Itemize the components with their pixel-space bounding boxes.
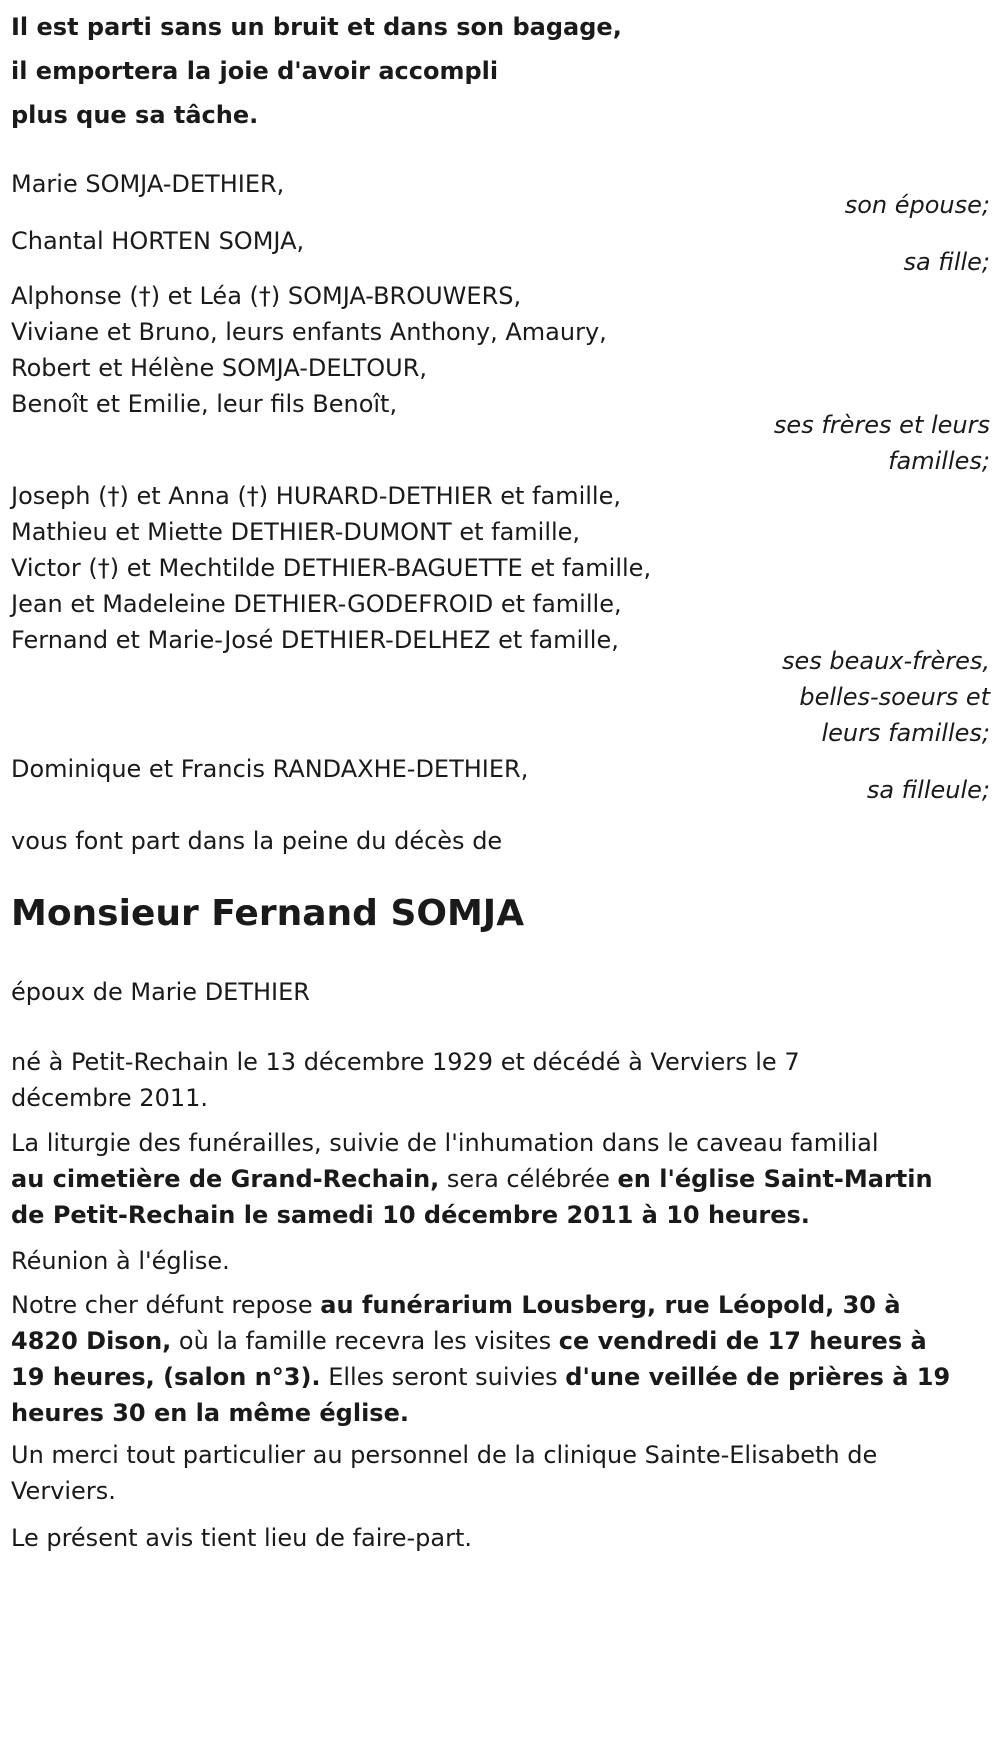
in-law-entry: Mathieu et Miette DETHIER-DUMONT et famille, xyxy=(11,518,581,546)
in-laws-role-line: belles-soeurs et xyxy=(799,683,990,711)
goddaughter-role: sa filleule; xyxy=(866,776,990,804)
epigraph xyxy=(11,5,991,137)
spouse-of: époux de Marie DETHIER xyxy=(11,978,310,1006)
daughter-role: sa fille; xyxy=(903,248,990,276)
thanks-line: Verviers. xyxy=(11,1477,116,1505)
visits-line xyxy=(11,1359,991,1395)
funeral-location: au cimetière de Grand-Rechain, xyxy=(11,1165,440,1193)
visits-time: ce vendredi de 17 heures à xyxy=(558,1327,927,1355)
epigraph-line: plus que sa tâche. xyxy=(11,101,259,129)
funeral-text: sera célébrée xyxy=(439,1165,618,1193)
closing-text: Le présent avis tient lieu de faire-part. xyxy=(11,1524,473,1552)
goddaughter-name: Dominique et Francis RANDAXHE-DETHIER, xyxy=(11,755,529,783)
sibling-entry: Alphonse (†) et Léa (†) SOMJA-BROUWERS, xyxy=(11,282,522,310)
siblings-role-line: familles; xyxy=(888,447,990,475)
visits-town: 4820 Dison, xyxy=(11,1327,172,1355)
visits-text: Elles seront suivies xyxy=(320,1363,566,1391)
visits-line xyxy=(11,1323,991,1359)
funeral-paragraph xyxy=(11,1125,991,1233)
sibling-entry: Robert et Hélène SOMJA-DELTOUR, xyxy=(11,354,428,382)
funeral-line: La liturgie des funérailles, suivie de l'inhumation dans le caveau familial xyxy=(11,1129,879,1157)
in-law-entry: Jean et Madeleine DETHIER-GODEFROID et famille, xyxy=(11,590,622,618)
announcement-text: vous font part dans la peine du décès de xyxy=(11,827,503,855)
siblings-list xyxy=(11,278,991,422)
epigraph-line: il emportera la joie d'avoir accompli xyxy=(11,57,499,85)
spouse-name: Marie SOMJA-DETHIER, xyxy=(11,170,285,198)
sibling-entry: Benoît et Emilie, leur fils Benoît, xyxy=(11,390,398,418)
in-law-entry: Victor (†) et Mechtilde DETHIER-BAGUETTE et famille, xyxy=(11,554,652,582)
visits-line xyxy=(11,1287,991,1323)
reunion-text: Réunion à l'église. xyxy=(11,1247,230,1275)
birth-death-line: né à Petit-Rechain le 13 décembre 1929 et décédé à Verviers le 7 xyxy=(11,1048,800,1076)
birth-death xyxy=(11,1044,991,1116)
visits-vigil: d'une veillée de prières à 19 xyxy=(565,1363,951,1391)
epigraph-line: Il est parti sans un bruit et dans son bagage, xyxy=(11,13,622,41)
sibling-entry: Viviane et Bruno, leurs enfants Anthony, Amaury, xyxy=(11,318,607,346)
deceased-name: Monsieur Fernand SOMJA xyxy=(11,893,525,934)
in-laws-role-line: leurs familles; xyxy=(821,719,990,747)
thanks-paragraph xyxy=(11,1437,991,1509)
funeral-datetime: de Petit-Rechain le samedi 10 décembre 2011 à 10 heures. xyxy=(11,1201,810,1229)
visits-paragraph xyxy=(11,1287,991,1431)
siblings-role-line: ses frères et leurs xyxy=(773,411,990,439)
thanks-line: Un merci tout particulier au personnel de la clinique Sainte-Elisabeth de xyxy=(11,1441,878,1469)
visits-funeral-home: au funérarium Lousberg, rue Léopold, 30 à xyxy=(320,1291,901,1319)
funeral-line xyxy=(11,1161,991,1197)
visits-text: Notre cher défunt repose xyxy=(11,1291,321,1319)
in-laws-role xyxy=(590,643,990,751)
in-law-entry: Joseph (†) et Anna (†) HURARD-DETHIER et famille, xyxy=(11,482,621,510)
siblings-role xyxy=(590,407,990,479)
in-laws-list xyxy=(11,478,991,658)
in-laws-role-line: ses beaux-frères, xyxy=(781,647,990,675)
birth-death-line: décembre 2011. xyxy=(11,1084,209,1112)
visits-vigil-time: heures 30 en la même église. xyxy=(11,1399,409,1427)
spouse-role: son épouse; xyxy=(844,191,990,219)
visits-salon: 19 heures, (salon n°3). xyxy=(11,1363,321,1391)
funeral-church: en l'église Saint-Martin xyxy=(617,1165,933,1193)
visits-text: où la famille recevra les visites xyxy=(171,1327,559,1355)
in-law-entry: Fernand et Marie-José DETHIER-DELHEZ et famille, xyxy=(11,626,619,654)
daughter-name: Chantal HORTEN SOMJA, xyxy=(11,227,305,255)
